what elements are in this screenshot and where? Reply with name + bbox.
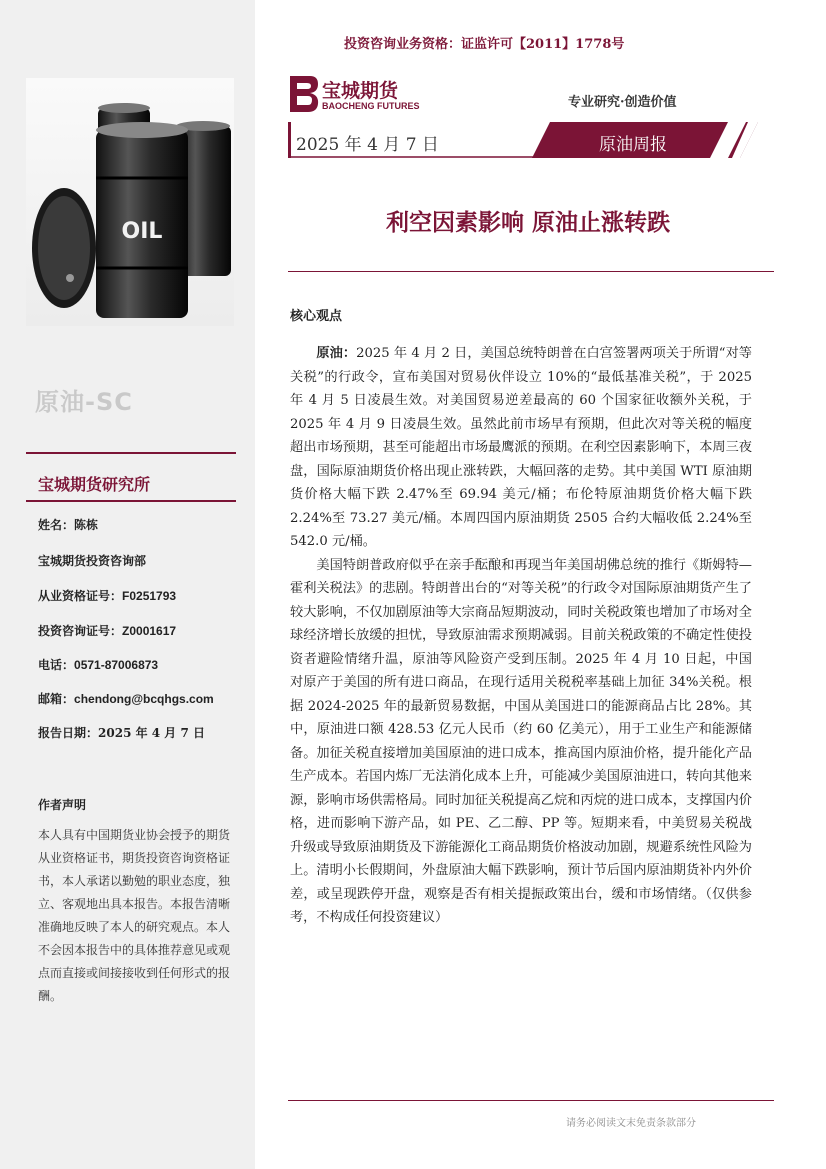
company-logo	[286, 74, 426, 116]
logo-mark-icon	[286, 74, 320, 114]
paragraph-text: 2025 年 4 月 2 日，美国总统特朗普在白宫签署两项关于所谓“对等关税”的行政令，宣布美国对贸易伙伴设立 10%的“最低基准关税”，于 2025 年 4 月 5 日凌晨生效。对美国贸易逆差最高的 60 个国家征收额外关税，于 2025 年 4 月 9 日凌晨生效。虽然此前市场早有预期，但此次对等关税的幅度超出市场预期，甚至可能超出市场最鹰派的预期。在利空因素影响下，本周三夜盘，国际原油期货价格出现止涨转跌，大幅回落的走势。其中美国 WTI 原油期货价格大幅下跌 2.47%至 69.94 美元/桶；布伦特原油期货价格大幅下跌 2.24%至 73.27 美元/桶。本周四国内原油期货 2505 合约大幅收低 2.24%至 542.0 元/桶。	[290, 346, 752, 549]
email-line	[38, 690, 214, 707]
footer-divider	[288, 1100, 774, 1101]
phone-line	[38, 656, 158, 673]
department: 宝城期货投资咨询部	[38, 554, 147, 568]
email-label: 邮箱：	[38, 692, 75, 706]
logo-text-en: BAOCHENG FUTURES	[322, 101, 420, 111]
commodity-title: 原油-SC	[35, 388, 133, 416]
paragraph-lead: 原油：	[316, 346, 357, 361]
analyst-name: 陈栋	[74, 518, 99, 532]
paragraph	[290, 342, 752, 554]
license-label: 从业资格证号：	[38, 589, 123, 603]
advisory-line	[38, 622, 176, 639]
barrel-label: OIL	[121, 219, 163, 244]
report-type: 原油周报	[599, 135, 667, 155]
oil-barrels-illustration	[26, 78, 234, 326]
org-name: 宝城期货研究所	[38, 475, 151, 494]
slogan: 专业研究·创造价值	[568, 95, 677, 110]
oil-barrels-image	[26, 78, 234, 326]
paragraph: 美国特朗普政府似乎在亲手酝酿和再现当年美国胡佛总统的推行《斯姆特—霍利关税法》的悲剧。特朗普出台的“对等关税”的行政令对国际原油期货产生了较大影响，不仅加剧原油等大宗商品短期波动，同时关税政策也增加了市场对全球经济增长放缓的担忧，导致原油需求预期减弱。目前关税政策的不确定性使投资者避险情绪升温，原油等风险资产受到压制。2025 年 4 月 10 日起，中国对原产于美国的所有进口商品，在现行适用关税税率基础上加征 34%关税。根据 2024-2025 年的最新贸易数据，中国从美国进口的能源商品占比 28%。其中，原油进口额 428.53 亿元人民币（约 60 亿美元），用于工业生产和能源储备。加征关税直接增加美国原油的进口成本，推高国内原油价格，提升能化产品生产成本。若国内炼厂无法消化成本上升，可能减少美国原油进口，转向其他来源，影响市场供需格局。同时加征关税提高乙烷和丙烷的进口成本，支撑国内价格，进而影响下游产品，如 PE、乙二醇、PP 等。短期来看，中美贸易关税战升级或导致原油期货及下游能源化工商品期货价格波动加剧，规避系统性风险为上。清明小长假期间，外盘原油大幅下跌影响，预计节后国内原油期货补内外价差，或呈现跌停开盘，观察是否有相关提振政策出台，缓和市场情绪。（仅供参考，不构成任何投资建议）	[290, 557, 752, 925]
report-date: 2025 年 4 月 7 日	[98, 726, 206, 740]
disclaimer-title: 作者声明	[38, 798, 87, 812]
footer-note: 请务必阅读文末免责条款部分	[566, 1118, 696, 1129]
headline-divider	[288, 271, 774, 272]
sidebar-divider	[26, 452, 236, 454]
email-link[interactable]: chendong@bcqhgs.com	[74, 692, 214, 706]
analyst-label: 姓名：	[38, 518, 75, 532]
report-body	[290, 342, 752, 930]
disclaimer-text: 本人具有中国期货业协会授予的期货从业资格证书，期货投资咨询资格证书，本人承诺以勤勉的职业态度，独立、客观地出具本报告。本报告清晰准确地反映了本人的研究观点。本人不会因本报告中的具体推荐意见或观点而直接或间接接收到任何形式的报酬。	[38, 828, 231, 1003]
phone-number: 0571-87006873	[74, 658, 159, 672]
advisory-label: 投资咨询证号：	[38, 624, 123, 638]
logo-text-cn: 宝城期货	[322, 80, 399, 102]
sidebar-divider	[26, 500, 236, 502]
report-date-banner: 2025 年 4 月 7 日	[296, 135, 439, 155]
analyst-line	[38, 516, 98, 533]
license-number: F0251793	[122, 589, 177, 603]
license-statement: 投资咨询业务资格：证监许可【2011】1778号	[344, 37, 625, 52]
advisory-number: Z0001617	[122, 624, 177, 638]
license-line	[38, 587, 176, 604]
section-title: 核心观点	[290, 309, 343, 324]
report-date-label: 报告日期：	[38, 726, 99, 740]
sidebar	[0, 0, 255, 1169]
headline: 利空因素影响 原油止涨转跌	[385, 210, 670, 236]
report-date-line	[38, 724, 205, 741]
phone-label: 电话：	[38, 658, 75, 672]
